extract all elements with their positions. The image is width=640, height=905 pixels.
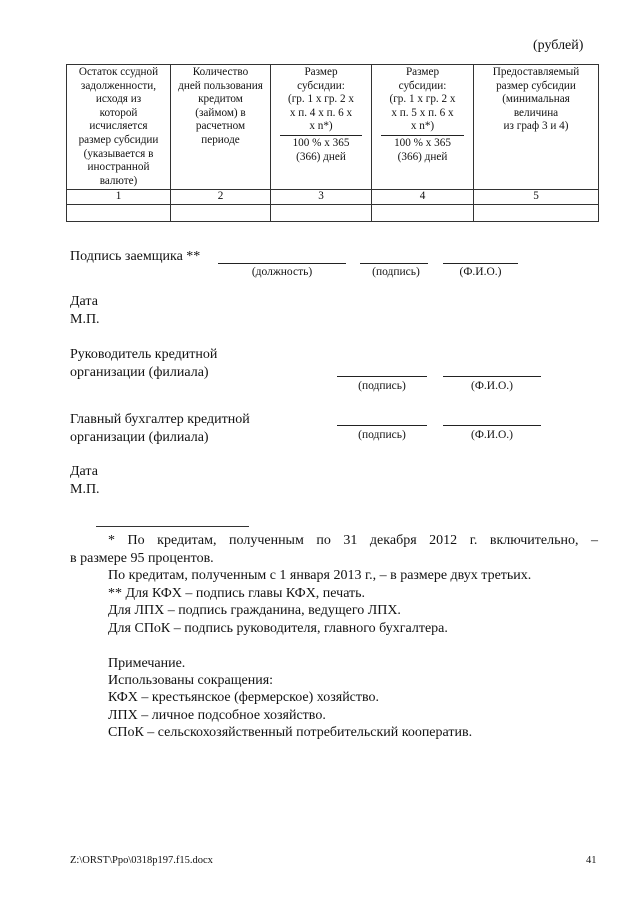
head-label-line1: Руководитель кредитной — [70, 347, 218, 362]
note-title: Примечание. — [108, 656, 186, 671]
table-cell[interactable] — [474, 204, 599, 221]
column-number: 1 — [67, 190, 171, 205]
head-name-line[interactable] — [443, 376, 541, 377]
accountant-signature-caption: (подпись) — [358, 429, 406, 441]
footnote-separator — [96, 526, 249, 527]
units-label: (рублей) — [533, 38, 584, 53]
subsidy-table — [66, 64, 599, 222]
formula-denominator: 100 % х 365 (366) дней — [292, 136, 350, 163]
date-label: Дата — [70, 294, 98, 309]
header-col-1: Остаток ссудной задолженности, исходя из которой исчисляется размер субсидии (указывается в иностранной валюте) — [67, 65, 171, 190]
header-col-4 — [372, 65, 474, 190]
note-intro: Использованы сокращения: — [108, 673, 274, 688]
footnote-1-line1: * По кредитам, полученным по 31 декабря 2012 г. включительно, – — [108, 533, 598, 548]
accountant-label-line1: Главный бухгалтер кредитной — [70, 412, 250, 427]
header-col-5: Предоставляемый размер субсидии (минимальная величина из граф 3 и 4) — [474, 65, 599, 190]
signature-line[interactable] — [360, 263, 428, 264]
accountant-name-line[interactable] — [443, 425, 541, 426]
name-caption: (Ф.И.О.) — [459, 266, 502, 278]
head-name-caption: (Ф.И.О.) — [471, 380, 513, 392]
head-signature-line[interactable] — [337, 376, 427, 377]
position-line[interactable] — [218, 263, 346, 264]
footnote-2: По кредитам, полученным с 1 января 2013 г., – в размере двух третьих. — [108, 568, 532, 583]
position-caption: (должность) — [251, 266, 313, 278]
column-number: 3 — [271, 190, 372, 205]
name-line[interactable] — [443, 263, 518, 264]
footnote-4: Для ЛПХ – подпись гражданина, ведущего ЛПХ. — [108, 603, 401, 618]
formula-numerator: Размер субсидии: (гр. 1 х гр. 2 х х п. 4 х п. 6 х х n*) — [280, 66, 362, 136]
signature-caption: (подпись) — [372, 266, 420, 278]
table-cell[interactable] — [171, 204, 271, 221]
note-item: ЛПХ – личное подсобное хозяйство. — [108, 708, 326, 723]
column-number-row — [67, 190, 599, 205]
accountant-name-caption: (Ф.И.О.) — [471, 429, 513, 441]
page-number: 41 — [586, 855, 597, 866]
stamp-label: М.П. — [70, 312, 100, 327]
note-item: СПоК – сельскохозяйственный потребительский кооператив. — [108, 725, 473, 740]
header-col-3 — [271, 65, 372, 190]
accountant-signature-line[interactable] — [337, 425, 427, 426]
file-path: Z:\ORST\Ppo\0318p197.f15.docx — [70, 855, 213, 866]
table-header-row — [67, 65, 599, 190]
footnote-5: Для СПоК – подпись руководителя, главного бухгалтера. — [108, 621, 448, 636]
column-number: 4 — [372, 190, 474, 205]
footnote-3: ** Для КФХ – подпись главы КФХ, печать. — [108, 586, 366, 601]
header-col-2: Количество дней пользования кредитом (займом) в расчетном периоде — [171, 65, 271, 190]
head-signature-caption: (подпись) — [358, 380, 406, 392]
footnote-1-line2: в размере 95 процентов. — [70, 551, 214, 566]
stamp-label: М.П. — [70, 482, 100, 497]
table-cell[interactable] — [271, 204, 372, 221]
head-label-line2: организации (филиала) — [70, 365, 209, 380]
formula-numerator: Размер субсидии: (гр. 1 х гр. 2 х х п. 5 х п. 6 х х n*) — [381, 66, 464, 136]
data-row-empty — [67, 204, 599, 221]
note-item: КФХ – крестьянское (фермерское) хозяйство. — [108, 690, 380, 705]
borrower-signature-label: Подпись заемщика ** — [70, 249, 201, 264]
accountant-label-line2: организации (филиала) — [70, 430, 209, 445]
column-number: 5 — [474, 190, 599, 205]
table-cell[interactable] — [372, 204, 474, 221]
column-number: 2 — [171, 190, 271, 205]
date-label: Дата — [70, 464, 98, 479]
table-cell[interactable] — [67, 204, 171, 221]
formula-denominator: 100 % х 365 (366) дней — [394, 136, 451, 163]
